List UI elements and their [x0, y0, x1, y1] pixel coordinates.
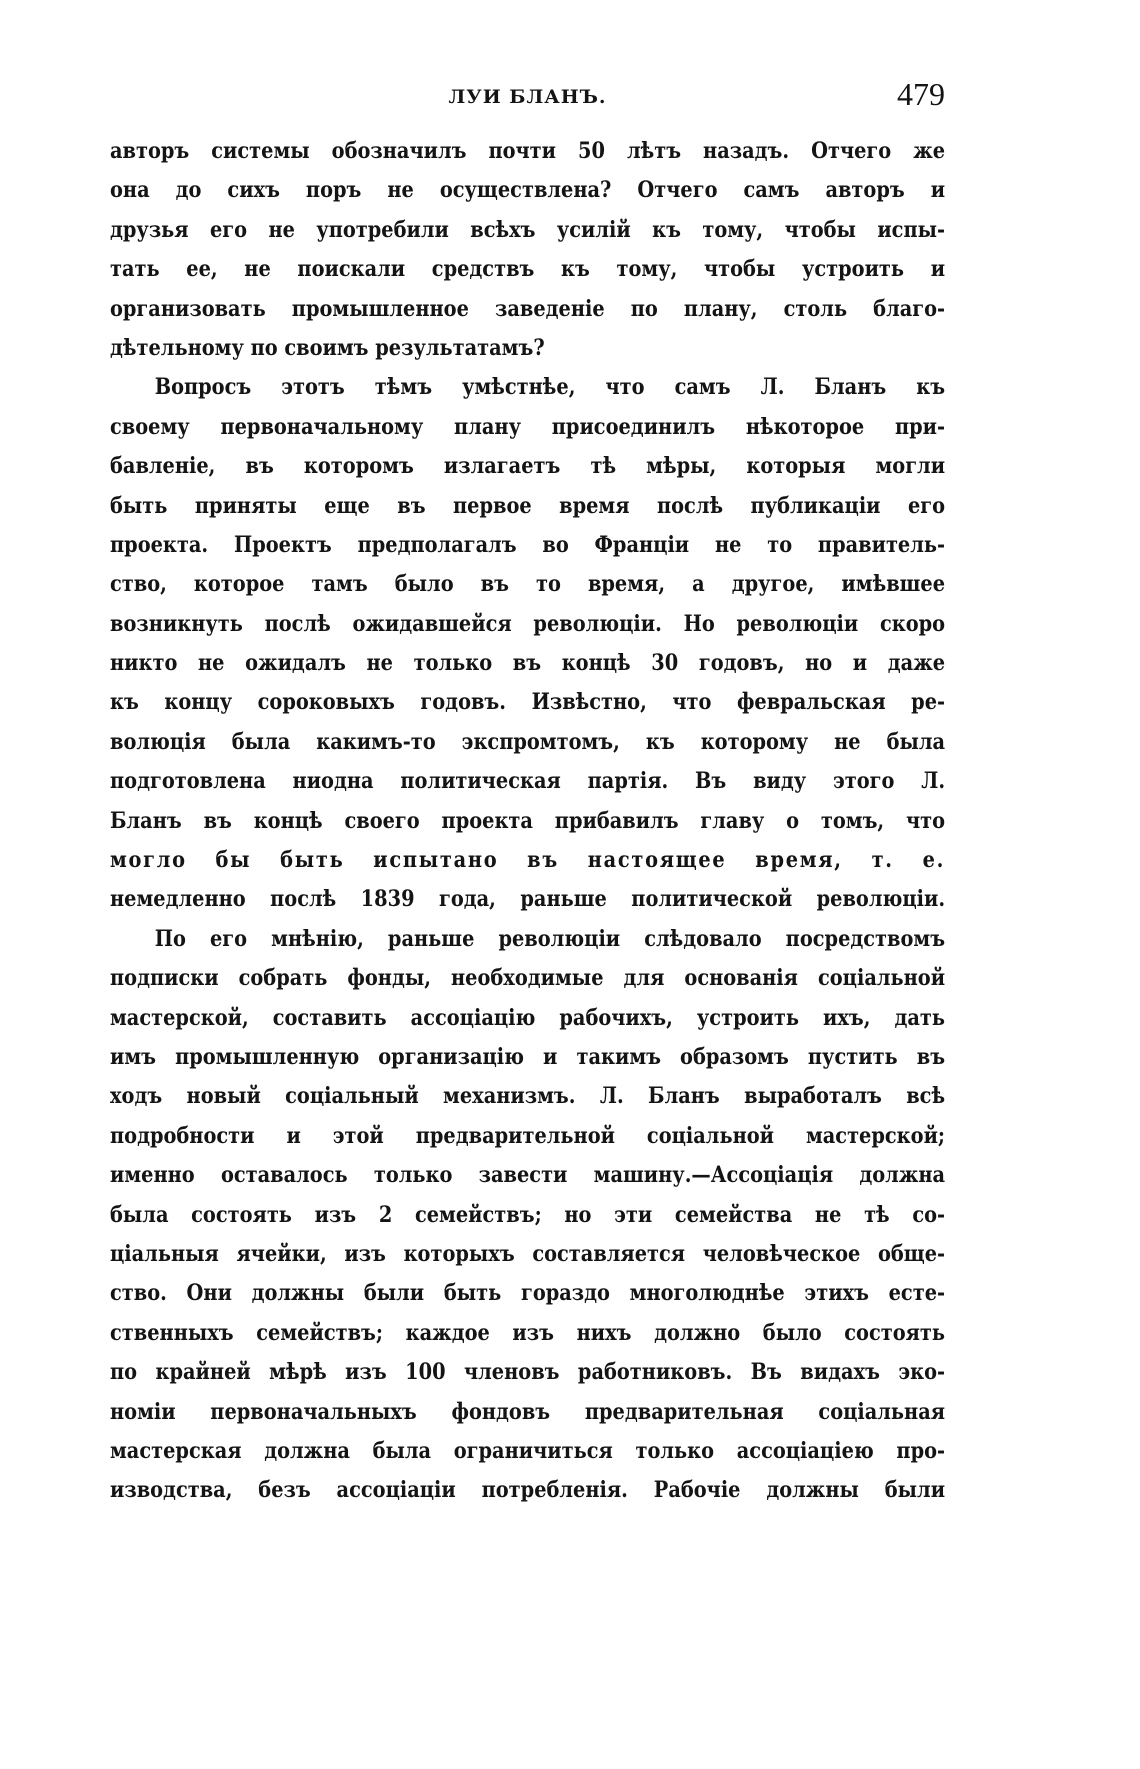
- text-line: быть приняты еще въ первое время послѣ публикаціи его: [110, 492, 946, 519]
- text-line: Бланъ въ концѣ своего проекта прибавилъ главу о томъ, что: [110, 807, 946, 834]
- running-head: [110, 76, 945, 116]
- text-line: организовать промышленное заведеніе по плану, столь благо-: [110, 295, 946, 322]
- running-title: ЛУИ БЛАНЪ.: [448, 86, 607, 108]
- text-line: Вопросъ этотъ тѣмъ умѣстнѣе, что самъ Л. Бланъ къ: [154, 374, 946, 401]
- text-line: тать ее, не поискали средствъ къ тому, чтобы устроить и: [110, 256, 946, 283]
- text-line: подготовлена ниодна политическая партія. Въ виду этого Л.: [110, 768, 946, 795]
- text-line: бавленіе, въ которомъ излагаетъ тѣ мѣры, которыя могли: [110, 453, 946, 480]
- text-line: возникнуть послѣ ожидавшейся революціи. Но революціи скоро: [110, 610, 946, 637]
- text-line: ходъ новый соціальный механизмъ. Л. Бланъ выработалъ всѣ: [110, 1083, 946, 1110]
- text-line: друзья его не употребили всѣхъ усилій къ тому, чтобы испы-: [110, 216, 946, 243]
- text-line: ство. Они должны были быть гораздо многолюднѣе этихъ есте-: [110, 1280, 946, 1307]
- text-line: подробности и этой предварительной соціальной мастерской;: [110, 1122, 946, 1149]
- text-line: проекта. Проектъ предполагалъ во Франціи не то правитель-: [110, 531, 946, 558]
- text-line: она до сихъ поръ не осуществлена? Отчего самъ авторъ и: [110, 177, 946, 204]
- text-line: По его мнѣнію, раньше революціи слѣдовало посредствомъ: [154, 925, 946, 952]
- text-line: мастерской, составить ассоціацію рабочихъ, устроить ихъ, дать: [110, 1004, 946, 1031]
- text-line: къ концу сороковыхъ годовъ. Извѣстно, что февральская ре-: [110, 689, 946, 716]
- text-line: была состоять изъ 2 семействъ; но эти семейства не тѣ со-: [110, 1201, 946, 1228]
- text-line: номіи первоначальныхъ фондовъ предварительная соціальная: [110, 1398, 946, 1425]
- body-text: [110, 132, 945, 1511]
- text-line: имъ промышленную организацію и такимъ образомъ пустить въ: [110, 1043, 946, 1070]
- text-line: именно оставалось только завести машину.—Ассоціація должна: [110, 1162, 946, 1189]
- text-line: ственныхъ семействъ; каждое изъ нихъ должно было состоять: [110, 1319, 946, 1346]
- text-line: изводства, безъ ассоціаціи потребленія. Рабочіе должны были: [110, 1477, 946, 1504]
- text-line: никто не ожидалъ не только въ концѣ 30 годовъ, но и даже: [110, 650, 946, 677]
- text-line: ціальныя ячейки, изъ которыхъ составляется человѣческое обще-: [110, 1240, 946, 1267]
- text-line: мастерская должна была ограничиться только ассоціаціею про-: [110, 1437, 946, 1464]
- text-line: могло бы быть испытано въ настоящее время, т. е.: [110, 847, 946, 874]
- text-line: своему первоначальному плану присоединилъ нѣкоторое при-: [110, 413, 946, 440]
- text-line: по крайней мѣрѣ изъ 100 членовъ работниковъ. Въ видахъ эко-: [110, 1359, 946, 1386]
- page-number: 479: [897, 76, 945, 112]
- text-line: дѣтельному по своимъ результатамъ?: [110, 334, 545, 361]
- text-line: ство, которое тамъ было въ то время, а другое, имѣвшее: [110, 571, 946, 598]
- text-line: подписки собрать фонды, необходимые для основанія соціальной: [110, 965, 946, 992]
- text-line: волюція была какимъ-то экспромтомъ, къ которому не была: [110, 728, 946, 755]
- text-line: немедленно послѣ 1839 года, раньше политической революціи.: [110, 886, 946, 913]
- text-line: авторъ системы обозначилъ почти 50 лѣтъ назадъ. Отчего же: [110, 138, 946, 164]
